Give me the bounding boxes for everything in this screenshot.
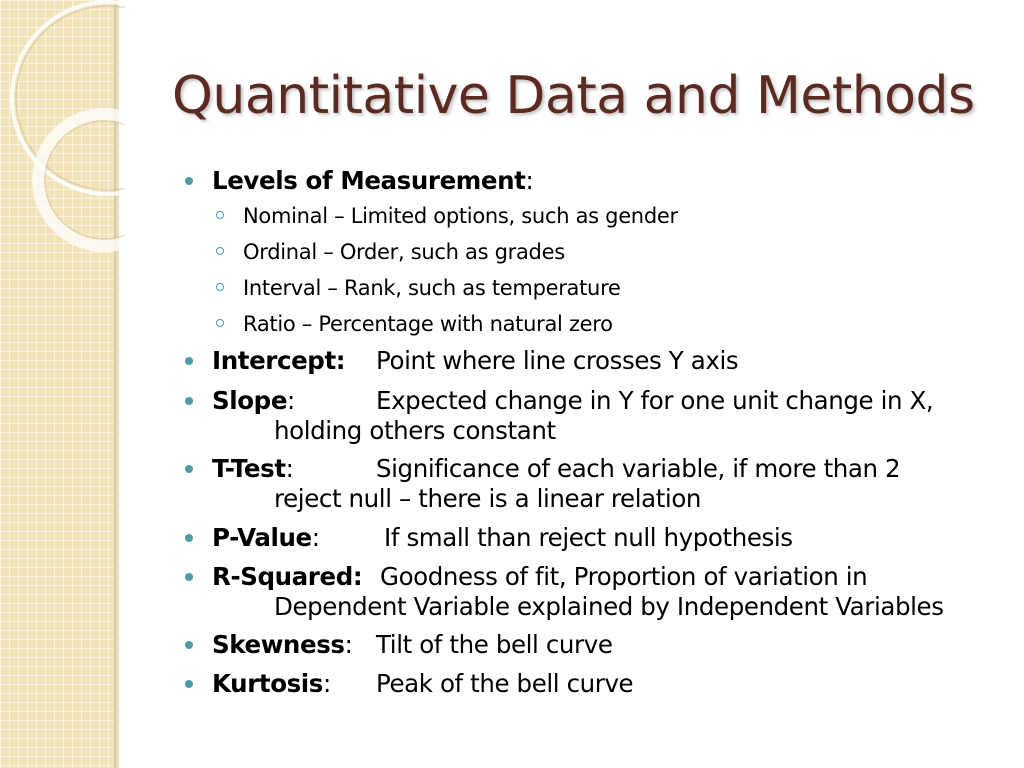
sub-item-ordinal: Ordinal – Order, such as grades bbox=[243, 240, 565, 264]
term-intercept: Intercept: bbox=[212, 346, 346, 375]
definition-r-squared: Goodness of fit, Proportion of variation in bbox=[380, 562, 868, 591]
definition-skewness: Tilt of the bell curve bbox=[376, 630, 613, 659]
sub-bullet-ring bbox=[216, 247, 224, 255]
term-punct: : bbox=[323, 669, 331, 698]
sub-bullet-ring bbox=[216, 319, 224, 327]
definition-intercept: Point where line crosses Y axis bbox=[376, 346, 739, 375]
term-p-value: P-Value bbox=[212, 523, 312, 552]
term-punct: : bbox=[285, 454, 294, 483]
term-skewness: Skewness bbox=[212, 630, 345, 659]
bullet-dot bbox=[185, 177, 193, 185]
bullet-skewness bbox=[212, 630, 613, 660]
slide-title: Quantitative Data and Methods bbox=[172, 66, 975, 126]
decorative-rings bbox=[0, 0, 125, 260]
bullet-dot bbox=[185, 641, 193, 649]
bullet-dot bbox=[185, 465, 193, 473]
bullet-levels-of-measurement bbox=[212, 166, 533, 196]
term-levels-of-measurement: Levels of Measurement bbox=[212, 166, 526, 195]
bullet-dot bbox=[185, 573, 193, 581]
bullet-p-value bbox=[212, 523, 793, 553]
bullet-dot bbox=[185, 397, 193, 405]
sub-bullet-ring bbox=[216, 283, 224, 291]
term-punct: : bbox=[525, 166, 534, 195]
term-t-test: T-Test bbox=[212, 454, 286, 483]
sub-item-nominal: Nominal – Limited options, such as gender bbox=[243, 204, 678, 228]
definition-slope: Expected change in Y for one unit change in X, bbox=[376, 386, 934, 415]
term-slope: Slope bbox=[212, 386, 288, 415]
term-r-squared: R-Squared: bbox=[212, 562, 363, 591]
bullet-t-test bbox=[212, 454, 901, 484]
sub-item-interval: Interval – Rank, such as temperature bbox=[243, 276, 621, 300]
term-kurtosis: Kurtosis bbox=[212, 669, 323, 698]
bullet-kurtosis bbox=[212, 669, 634, 699]
term-punct: : bbox=[287, 386, 295, 415]
bullet-intercept bbox=[212, 346, 739, 376]
bullet-dot bbox=[185, 534, 193, 542]
bullet-r-squared bbox=[212, 562, 868, 592]
bullet-slope bbox=[212, 386, 934, 416]
definition-t-test-continuation: reject null – there is a linear relation bbox=[274, 484, 702, 513]
definition-slope-continuation: holding others constant bbox=[274, 416, 556, 445]
definition-r-squared-continuation: Dependent Variable explained by Independent Variables bbox=[274, 592, 944, 621]
sub-item-ratio: Ratio – Percentage with natural zero bbox=[243, 312, 613, 336]
term-punct: : bbox=[344, 630, 353, 659]
definition-p-value: If small than reject null hypothesis bbox=[384, 523, 793, 552]
bullet-dot bbox=[185, 357, 193, 365]
definition-kurtosis: Peak of the bell curve bbox=[376, 669, 634, 698]
definition-t-test: Significance of each variable, if more than 2 bbox=[376, 454, 901, 483]
sub-bullet-ring bbox=[216, 211, 224, 219]
bullet-dot bbox=[185, 680, 193, 688]
term-punct: : bbox=[311, 523, 320, 552]
